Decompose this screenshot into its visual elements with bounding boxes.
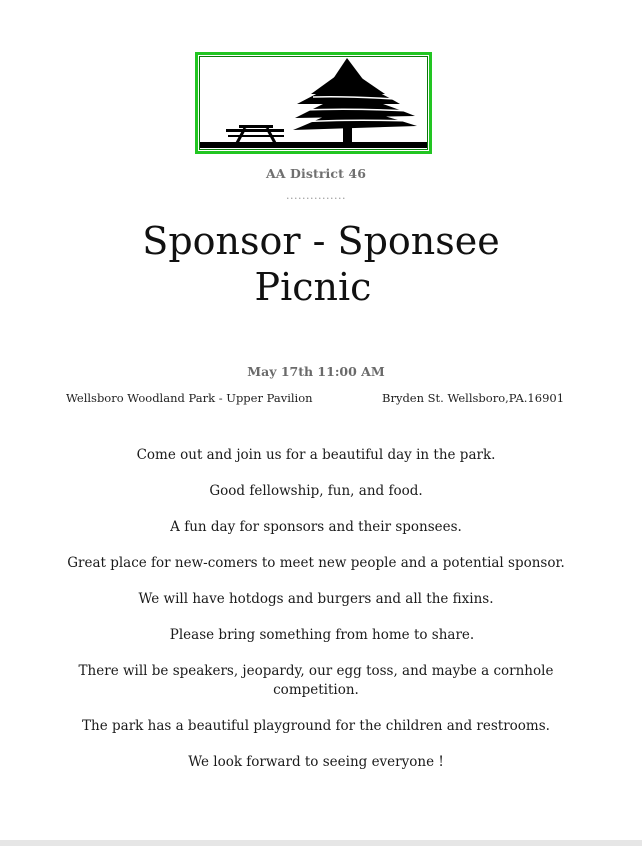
title-line-1: Sponsor - Sponsee <box>142 219 500 263</box>
body-paragraphs <box>60 446 572 789</box>
body-paragraph: A fun day for sponsors and their sponsees. <box>170 519 462 535</box>
body-paragraph: Please bring something from home to share. <box>169 627 475 643</box>
picnic-logo <box>195 52 432 154</box>
body-paragraph: Great place for new-comers to meet new people and a potential sponsor. <box>67 555 565 571</box>
body-paragraph: We look forward to seeing everyone ! <box>188 754 444 770</box>
page-bottom-edge <box>0 840 642 846</box>
body-paragraph: Good fellowship, fun, and food. <box>209 483 423 499</box>
body-paragraph: There will be speakers, jeopardy, our egg toss, and maybe a cornhole competition. <box>78 663 554 698</box>
organization-name: AA District 46 <box>265 166 366 181</box>
divider-dots: ............... <box>286 189 346 202</box>
title-line-2: Picnic <box>254 265 372 309</box>
body-paragraph: The park has a beautiful playground for the children and restrooms. <box>82 718 550 734</box>
body-paragraph: Come out and join us for a beautiful day in the park. <box>136 447 496 463</box>
event-address: Bryden St. Wellsboro,PA.16901 <box>382 391 565 405</box>
picnic-tree-icon <box>195 52 432 154</box>
page-title <box>0 218 642 310</box>
event-venue: Wellsboro Woodland Park - Upper Pavilion <box>66 391 313 405</box>
body-paragraph: We will have hotdogs and burgers and all the fixins. <box>138 591 494 607</box>
event-datetime: May 17th 11:00 AM <box>247 364 385 379</box>
